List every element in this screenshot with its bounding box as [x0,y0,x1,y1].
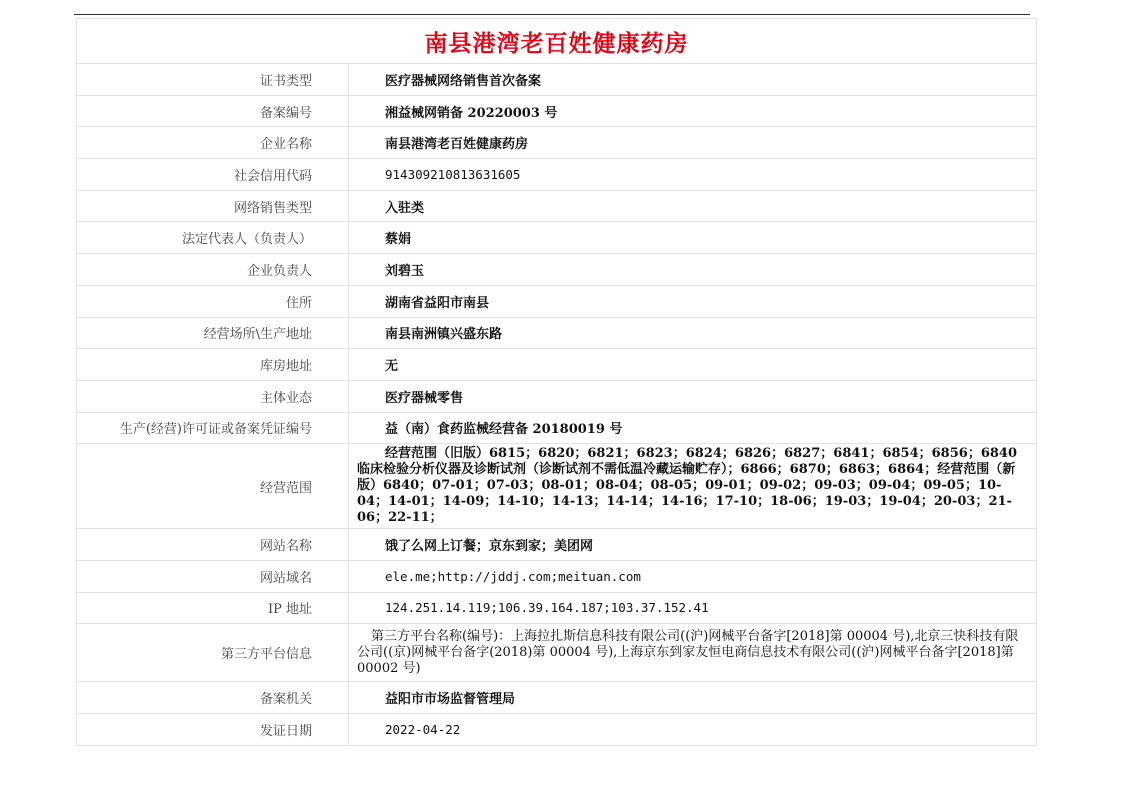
table-row [77,444,1037,529]
field-label: 备案机关 [77,682,349,714]
field-value [349,444,1037,529]
field-label: 发证日期 [77,714,349,746]
third-party-platform-text: 第三方平台名称(编号)：上海拉扎斯信息科技有限公司((沪)网械平台备字[2018]第 00004 号),北京三快科技有限公司((京)网械平台备字(2018)第 00004 号),上海京东到家友恒电商信息技术有限公司((沪)网械平台备字[2018]第 00002 号) [357,628,1019,676]
field-label: 经营范围 [77,444,349,529]
certificate-sheet [76,18,1036,746]
field-label: 库房地址 [77,349,349,381]
table-row [77,624,1037,682]
field-label: 经营场所\生产地址 [77,317,349,349]
table-row [77,529,1037,561]
field-label: 主体业态 [77,380,349,412]
field-label: 生产(经营)许可证或备案凭证编号 [77,412,349,444]
field-value: 医疗器械零售 [349,380,1037,412]
table-row [77,349,1037,381]
field-label: 备案编号 [77,95,349,127]
field-value: 入驻类 [349,190,1037,222]
table-row [77,380,1037,412]
table-row [77,714,1037,746]
field-label: 网站域名 [77,560,349,592]
field-value: 湘益械网销备 20220003 号 [349,95,1037,127]
field-label: 网站名称 [77,529,349,561]
page-title: 南县港湾老百姓健康药房 [424,30,689,57]
table-row [77,222,1037,254]
field-value: 湖南省益阳市南县 [349,285,1037,317]
table-row [77,95,1037,127]
table-row [77,317,1037,349]
field-value: 无 [349,349,1037,381]
field-label: 企业负责人 [77,254,349,286]
field-value: 医疗器械网络销售首次备案 [349,64,1037,96]
field-value: 2022-04-22 [349,714,1037,746]
field-label: 证书类型 [77,64,349,96]
certificate-table [76,18,1037,746]
table-row [77,159,1037,191]
business-scope-text: 经营范围（旧版）6815；6820；6821；6823；6824；6826；6827；6841；6854；6856；6840 临床检验分析仪器及诊断试剂（诊断试剂不需低温冷藏运输贮存）；6866；6870；6863；6864；经营范围（新版）6840；07-01；07-03；08-01；08-04；08-05；09-01；09-02；09-03；09-04；09-05；10-04；14-01；14-09；14-10；14-13；14-14；14-16；17-10；18-06；19-03；19-04；20-03；21-06；22-11； [357,446,1017,526]
field-value: 南县南洲镇兴盛东路 [349,317,1037,349]
field-label: 网络销售类型 [77,190,349,222]
field-label: 企业名称 [77,127,349,159]
table-row [77,64,1037,96]
field-value: 蔡娟 [349,222,1037,254]
table-row [77,412,1037,444]
field-label: 住所 [77,285,349,317]
field-value: 益（南）食药监械经营备 20180019 号 [349,412,1037,444]
table-row [77,254,1037,286]
table-row [77,560,1037,592]
field-label: 法定代表人（负责人） [77,222,349,254]
field-value: ele.me;http://jddj.com;meituan.com [349,560,1037,592]
field-label: 社会信用代码 [77,159,349,191]
field-value: 124.251.14.119;106.39.164.187;103.37.152.41 [349,592,1037,624]
table-row [77,682,1037,714]
top-rule [74,14,1030,15]
field-value: 914309210813631605 [349,159,1037,191]
table-row [77,127,1037,159]
field-value: 益阳市市场监督管理局 [349,682,1037,714]
table-row [77,592,1037,624]
field-label: 第三方平台信息 [77,624,349,682]
field-label: IP 地址 [77,592,349,624]
table-row [77,285,1037,317]
field-value [349,624,1037,682]
field-value: 刘碧玉 [349,254,1037,286]
field-value: 南县港湾老百姓健康药房 [349,127,1037,159]
table-row [77,190,1037,222]
title-cell [77,19,1037,64]
field-value: 饿了么网上订餐；京东到家；美团网 [349,529,1037,561]
